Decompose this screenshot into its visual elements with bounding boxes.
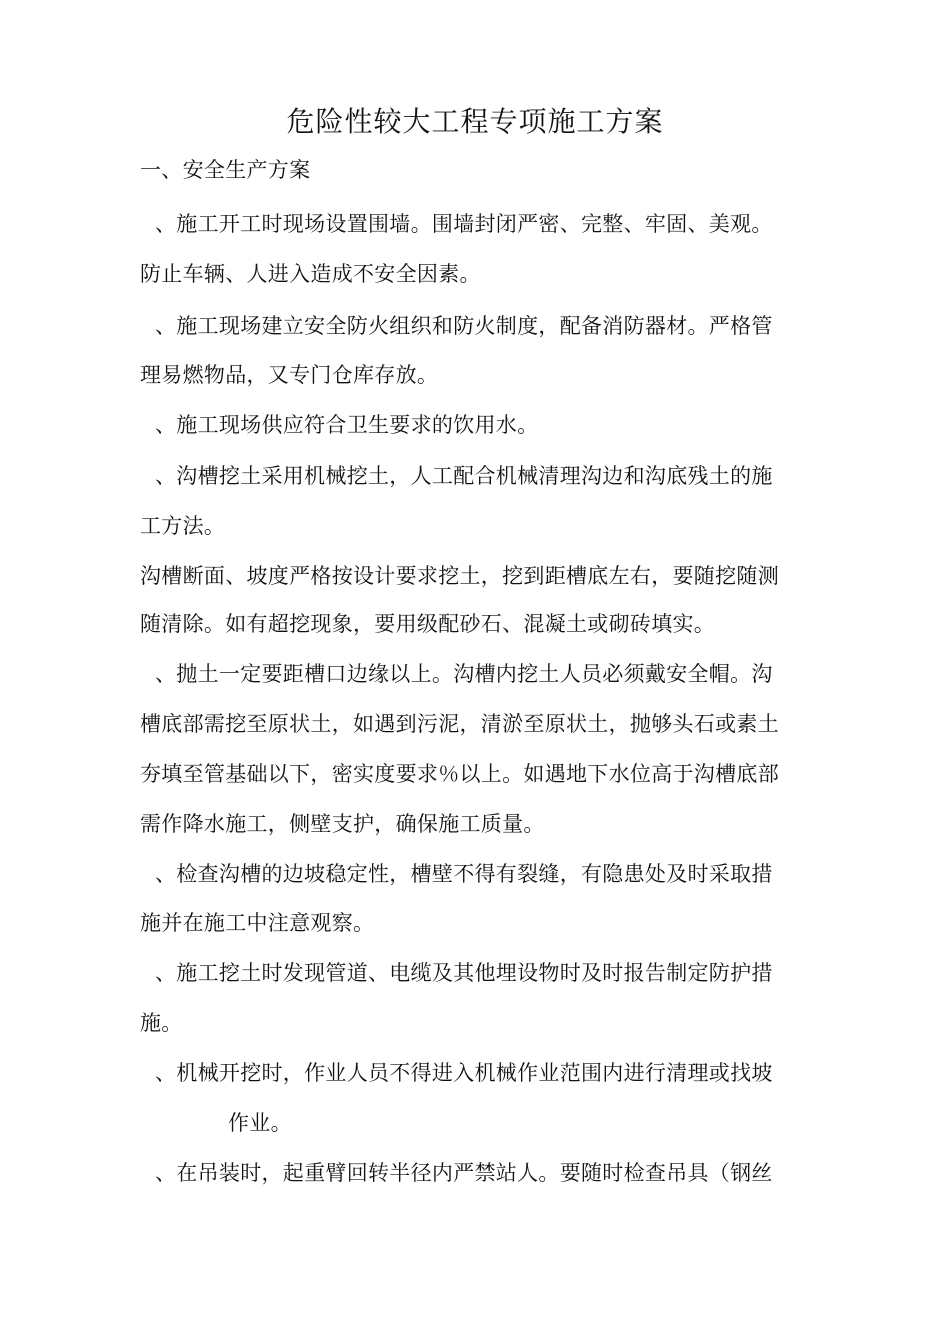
paragraph-line: 工方法。 [140, 514, 226, 538]
paragraph-line: 、在吊装时，起重臂回转半径内严禁站人。要随时检查吊具（钢丝 [155, 1161, 773, 1185]
paragraph-line: 、施工开工时现场设置围墙。围墙封闭严密、完整、牢固、美观。 [155, 212, 773, 236]
paragraph-line: 随清除。如有超挖现象，要用级配砂石、混凝土或砌砖填实。 [140, 612, 716, 636]
paragraph-line: 理易燃物品，又专门仓库存放。 [140, 363, 439, 387]
paragraph-line: 、施工现场供应符合卫生要求的饮用水。 [155, 413, 539, 437]
paragraph-line: 槽底部需挖至原状土，如遇到污泥，清淤至原状土，抛够头石或素土 [140, 712, 779, 736]
paragraph-line: 夯填至管基础以下，密实度要求％以上。如遇地下水位高于沟槽底部 [140, 762, 779, 786]
paragraph-line: 、机械开挖时，作业人员不得进入机械作业范围内进行清理或找坡 [155, 1061, 773, 1085]
paragraph-line: 、检查沟槽的边坡稳定性，槽壁不得有裂缝，有隐患处及时采取措 [155, 862, 773, 886]
paragraph-line: 施并在施工中注意观察。 [140, 911, 375, 935]
paragraph-line: 、施工现场建立安全防火组织和防火制度，配备消防器材。严格管 [155, 314, 773, 338]
paragraph-line: 需作降水施工，侧壁支护，确保施工质量。 [140, 812, 545, 836]
paragraph-line: 施。 [140, 1011, 183, 1035]
paragraph-line: 防止车辆、人进入造成不安全因素。 [140, 262, 481, 286]
paragraph-line: 、施工挖土时发现管道、电缆及其他埋设物时及时报告制定防护措 [155, 961, 773, 985]
paragraph-line: 、抛土一定要距槽口边缘以上。沟槽内挖土人员必须戴安全帽。沟 [155, 662, 773, 686]
section-heading: 一、安全生产方案 [140, 158, 311, 182]
paragraph-line: 作业。 [228, 1111, 292, 1135]
paragraph-line: 、沟槽挖土采用机械挖土，人工配合机械清理沟边和沟底残土的施 [155, 464, 773, 488]
document-title: 危险性较大工程专项施工方案 [286, 105, 664, 138]
paragraph-line: 沟槽断面、坡度严格按设计要求挖土，挖到距槽底左右，要随挖随测 [140, 564, 779, 588]
